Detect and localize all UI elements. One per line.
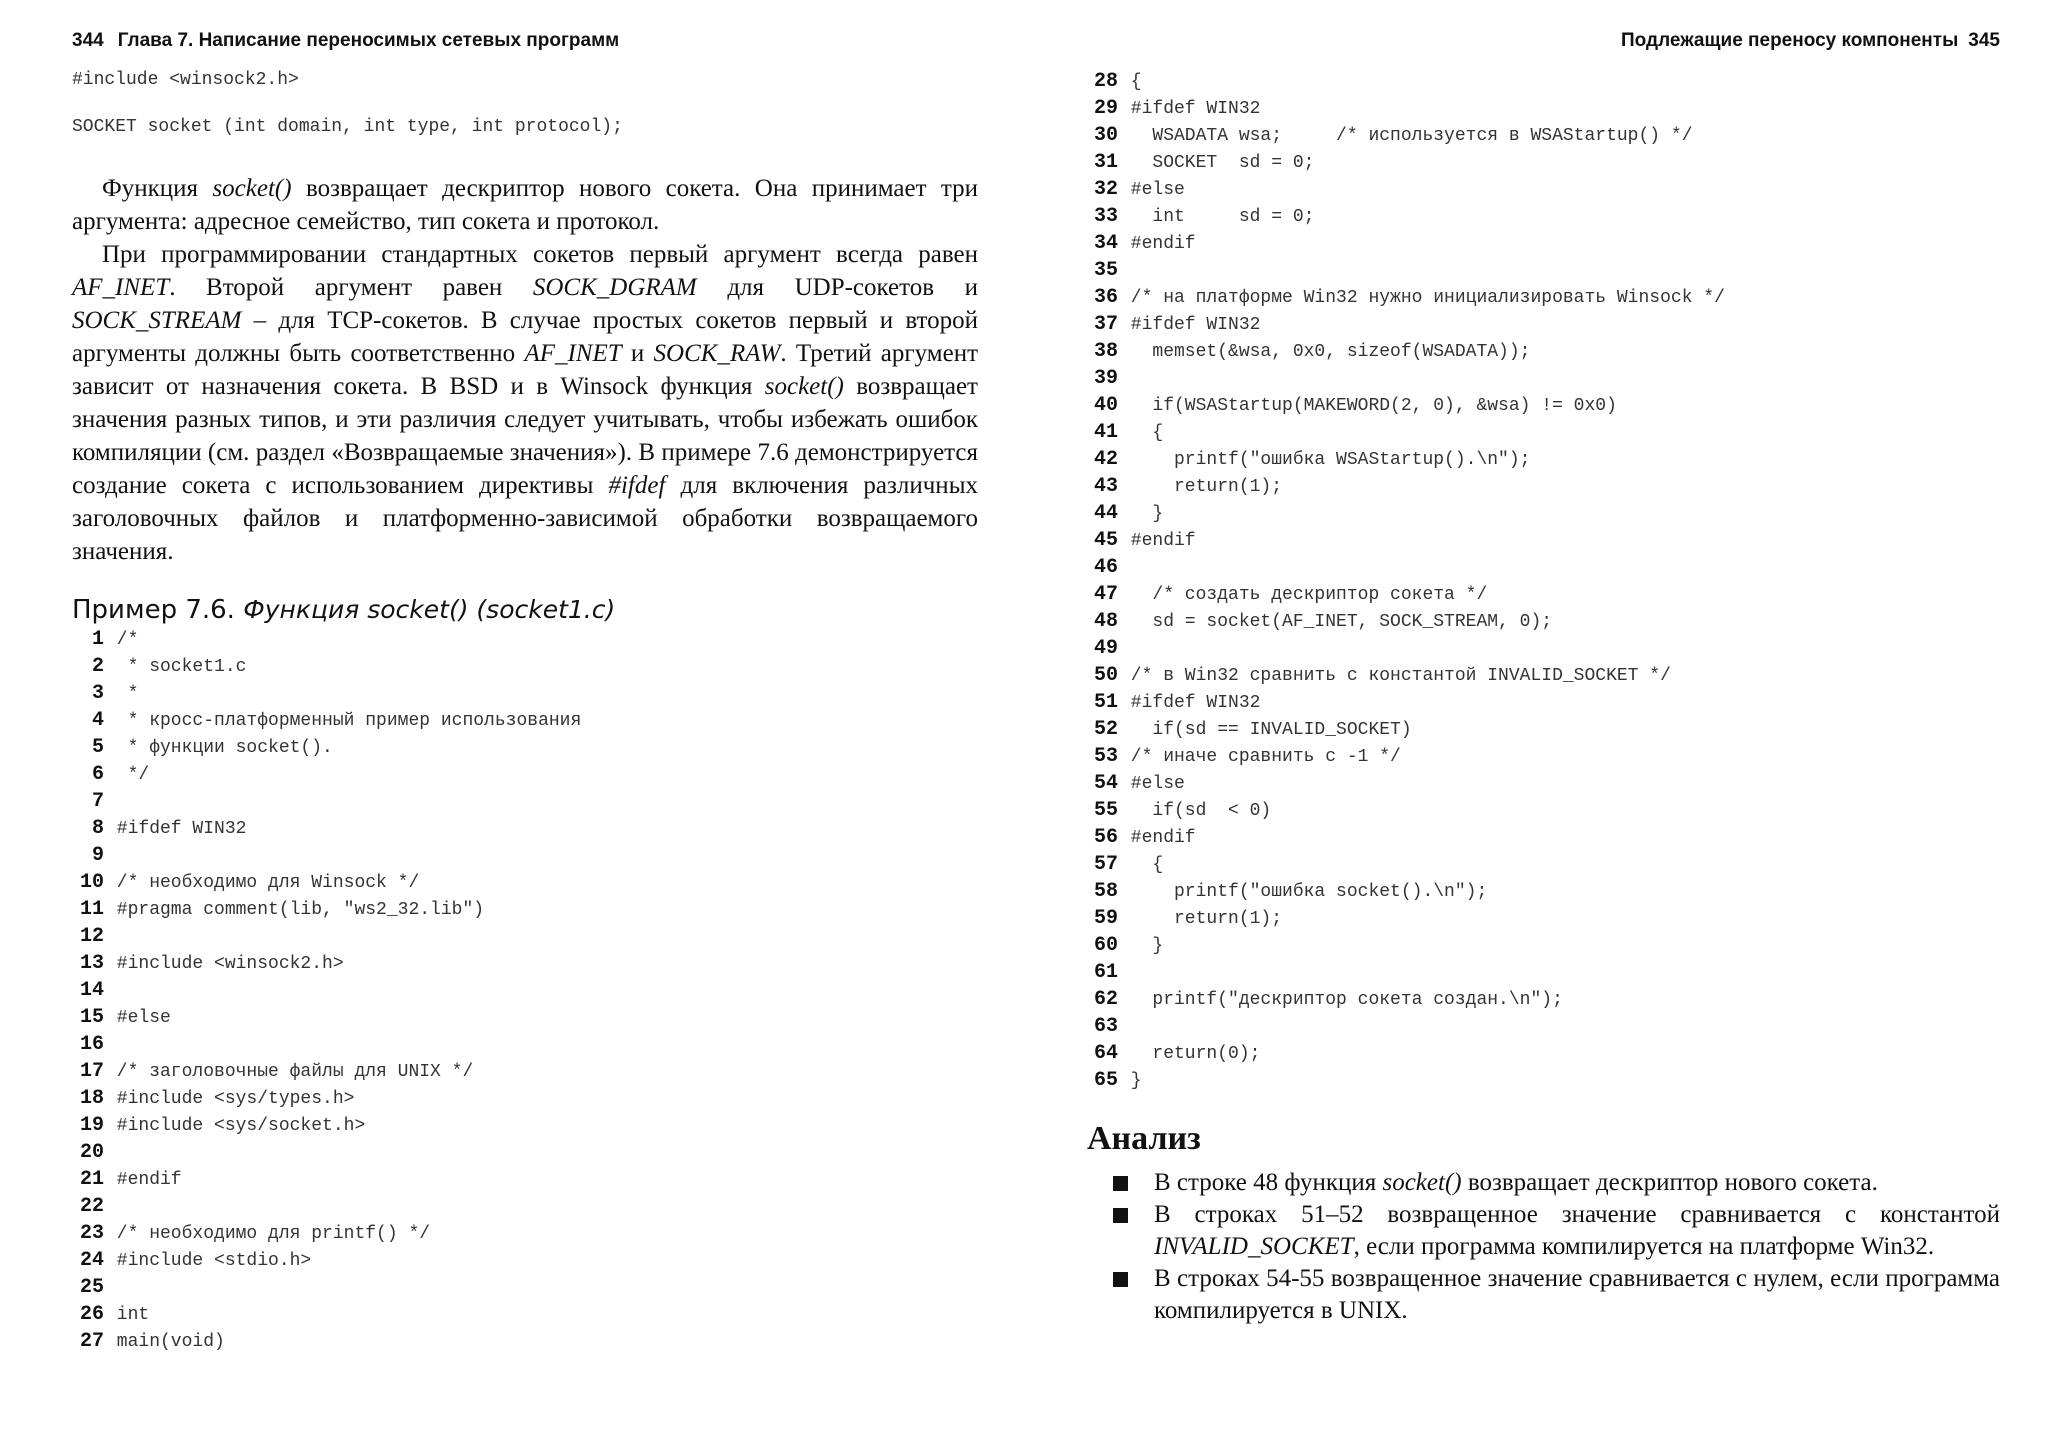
code-text: } bbox=[1120, 1071, 1142, 1091]
code-text bbox=[1120, 639, 1131, 659]
line-number: 64 bbox=[1093, 1042, 1118, 1065]
code-text: printf("дескриптор сокета создан.\n"); bbox=[1120, 990, 1563, 1010]
code-line bbox=[1084, 313, 1725, 340]
code-text: /* в Win32 сравнить с константой INVALID_SOCKET */ bbox=[1120, 666, 1671, 686]
code-line bbox=[1084, 772, 1725, 799]
code-line bbox=[70, 1006, 581, 1033]
code-line bbox=[1084, 1042, 1725, 1069]
code-line bbox=[1084, 448, 1725, 475]
code-text: /* заголовочные файлы для UNIX */ bbox=[106, 1062, 474, 1082]
code-text: sd = socket(AF_INET, SOCK_STREAM, 0); bbox=[1120, 612, 1553, 632]
code-text: main(void) bbox=[106, 1332, 225, 1352]
line-number: 53 bbox=[1093, 745, 1118, 768]
code-text bbox=[106, 981, 117, 1001]
italic-term: INVALID_SOCKET bbox=[1154, 1233, 1354, 1260]
code-line bbox=[70, 682, 581, 709]
right-running-header bbox=[1621, 30, 2000, 52]
code-line bbox=[1084, 286, 1725, 313]
italic-term: SOCK_RAW bbox=[653, 340, 781, 367]
code-line bbox=[1084, 988, 1725, 1015]
line-number: 31 bbox=[1093, 151, 1118, 174]
code-line bbox=[1084, 259, 1725, 286]
code-text: #endif bbox=[1120, 828, 1196, 848]
line-number: 9 bbox=[91, 844, 104, 867]
line-number: 5 bbox=[91, 736, 104, 759]
paragraph-1: Функция socket() возвращает дескриптор нового сокета. Она принимает три аргумента: адресное семейство, тип сокета и протокол. bbox=[72, 175, 978, 235]
line-number: 35 bbox=[1093, 259, 1118, 282]
line-number: 48 bbox=[1093, 610, 1118, 633]
line-number: 33 bbox=[1093, 205, 1118, 228]
code-text bbox=[1120, 558, 1131, 578]
code-line bbox=[1084, 826, 1725, 853]
line-number: 26 bbox=[79, 1303, 104, 1326]
line-number: 54 bbox=[1093, 772, 1118, 795]
code-line bbox=[70, 709, 581, 736]
line-number: 27 bbox=[79, 1330, 104, 1353]
code-text: #ifdef WIN32 bbox=[1120, 315, 1261, 335]
code-line bbox=[1084, 1015, 1725, 1042]
line-number: 49 bbox=[1093, 637, 1118, 660]
line-number: 38 bbox=[1093, 340, 1118, 363]
code-line bbox=[70, 1249, 581, 1276]
line-number: 25 bbox=[79, 1276, 104, 1299]
code-line bbox=[1084, 70, 1725, 97]
line-number: 59 bbox=[1093, 907, 1118, 930]
code-line bbox=[1084, 880, 1725, 907]
code-text: SOCKET sd = 0; bbox=[1120, 153, 1315, 173]
code-line bbox=[1084, 205, 1725, 232]
code-line bbox=[70, 817, 581, 844]
example-title: Функция socket() (socket1.c) bbox=[243, 595, 616, 624]
italic-term: socket() bbox=[764, 373, 844, 400]
code-text: if(sd < 0) bbox=[1120, 801, 1272, 821]
paragraph-2: При программировании стандартных сокетов первый аргумент всегда равен AF_INET. Второй аргумент равен SOCK_DGRAM для UDP-сокетов и SOCK_STREAM – для TCP-сокетов. В случае простых сокетов первый и второй аргументы должны быть соответственно AF_INET и SOCK_RAW. Третий аргумент зависит от назначения сокета. В BSD и в Winsock функция socket() возвращает значения разных типов, и эти различия следует учитывать, чтобы избежать ошибок компиляции (см. раздел «Возвращаемые значения»). В примере 7.6 демонстрируется создание сокета с использованием директивы #ifdef для включения различных заголовочных файлов и платформенно-зависимой обработки возвращаемого значения. bbox=[72, 241, 978, 565]
code-line bbox=[1084, 853, 1725, 880]
italic-term: socket() bbox=[212, 175, 292, 202]
code-line bbox=[1084, 1069, 1725, 1096]
code-text: #include <stdio.h> bbox=[106, 1251, 312, 1271]
line-number: 16 bbox=[79, 1033, 104, 1056]
code-text: */ bbox=[106, 765, 150, 785]
code-text bbox=[106, 1278, 117, 1298]
line-number: 2 bbox=[91, 655, 104, 678]
code-text bbox=[106, 927, 117, 947]
code-text: if(WSAStartup(MAKEWORD(2, 0), &wsa) != 0x0) bbox=[1120, 396, 1617, 416]
line-number: 39 bbox=[1093, 367, 1118, 390]
line-number: 4 bbox=[91, 709, 104, 732]
code-line bbox=[1084, 556, 1725, 583]
italic-term: AF_INET bbox=[524, 340, 622, 367]
bullet-text: В строке 48 функция socket() возвращает дескриптор нового сокета. bbox=[1154, 1169, 1878, 1196]
code-text: #endif bbox=[1120, 234, 1196, 254]
code-line bbox=[1084, 664, 1725, 691]
code-listing-right bbox=[1084, 70, 1725, 1096]
code-line bbox=[1084, 124, 1725, 151]
code-line bbox=[1084, 151, 1725, 178]
code-text: int sd = 0; bbox=[1120, 207, 1315, 227]
italic-term: AF_INET bbox=[72, 274, 170, 301]
code-text: { bbox=[1120, 423, 1164, 443]
bullet-item bbox=[1110, 1263, 2000, 1327]
code-line bbox=[1084, 799, 1725, 826]
code-text: { bbox=[1120, 855, 1164, 875]
code-text: if(sd == INVALID_SOCKET) bbox=[1120, 720, 1412, 740]
bullet-square-icon bbox=[1113, 1176, 1128, 1191]
code-text: #include <sys/socket.h> bbox=[106, 1116, 366, 1136]
code-line bbox=[1084, 475, 1725, 502]
code-line bbox=[70, 925, 581, 952]
code-text: int bbox=[106, 1305, 150, 1325]
code-line bbox=[70, 1330, 581, 1357]
analysis-bullets bbox=[1110, 1167, 2000, 1327]
code-text: return(1); bbox=[1120, 477, 1283, 497]
code-text bbox=[1120, 369, 1131, 389]
code-line bbox=[1084, 502, 1725, 529]
bullet-square-icon bbox=[1113, 1208, 1128, 1223]
bullet-item bbox=[1110, 1167, 2000, 1199]
line-number: 37 bbox=[1093, 313, 1118, 336]
code-line bbox=[70, 1033, 581, 1060]
line-number: 44 bbox=[1093, 502, 1118, 525]
line-number: 56 bbox=[1093, 826, 1118, 849]
line-number: 12 bbox=[79, 925, 104, 948]
code-line bbox=[1084, 691, 1725, 718]
code-line bbox=[1084, 961, 1725, 988]
line-number: 65 bbox=[1093, 1069, 1118, 1092]
line-number: 55 bbox=[1093, 799, 1118, 822]
code-line bbox=[70, 655, 581, 682]
bullet-square-icon bbox=[1113, 1272, 1128, 1287]
code-line bbox=[1084, 178, 1725, 205]
code-text: return(1); bbox=[1120, 909, 1283, 929]
code-text: #else bbox=[1120, 180, 1185, 200]
line-number: 18 bbox=[79, 1087, 104, 1110]
code-text: /* на платформе Win32 нужно инициализировать Winsock */ bbox=[1120, 288, 1725, 308]
code-line bbox=[70, 790, 581, 817]
bullet-text: В строках 51–52 возвращенное значение сравнивается с константой INVALID_SOCKET, если программа компилируется на платформе Win32. bbox=[1154, 1201, 2000, 1260]
line-number: 30 bbox=[1093, 124, 1118, 147]
line-number: 8 bbox=[91, 817, 104, 840]
code-text: * функции socket(). bbox=[106, 738, 333, 758]
line-number: 15 bbox=[79, 1006, 104, 1029]
code-line bbox=[70, 1195, 581, 1222]
italic-term: SOCK_STREAM bbox=[72, 307, 242, 334]
code-line bbox=[1084, 934, 1725, 961]
code-line bbox=[70, 1276, 581, 1303]
code-line bbox=[70, 1060, 581, 1087]
code-text bbox=[1120, 1017, 1131, 1037]
code-line bbox=[1084, 340, 1725, 367]
code-line bbox=[1084, 232, 1725, 259]
code-text: * socket1.c bbox=[106, 657, 247, 677]
line-number: 36 bbox=[1093, 286, 1118, 309]
code-text: /* необходимо для Winsock */ bbox=[106, 873, 420, 893]
code-text bbox=[106, 1035, 117, 1055]
code-text: #ifdef WIN32 bbox=[106, 819, 247, 839]
code-text: memset(&wsa, 0x0, sizeof(WSADATA)); bbox=[1120, 342, 1531, 362]
line-number: 40 bbox=[1093, 394, 1118, 417]
preface-include: #include <winsock2.h> bbox=[72, 70, 299, 90]
code-line bbox=[70, 628, 581, 655]
line-number: 13 bbox=[79, 952, 104, 975]
line-number: 41 bbox=[1093, 421, 1118, 444]
line-number: 11 bbox=[79, 898, 104, 921]
code-text: #endif bbox=[106, 1170, 182, 1190]
code-line bbox=[70, 844, 581, 871]
code-line bbox=[1084, 529, 1725, 556]
code-line bbox=[70, 979, 581, 1006]
right-page-number: 345 bbox=[1968, 30, 2000, 51]
code-text: #endif bbox=[1120, 531, 1196, 551]
line-number: 34 bbox=[1093, 232, 1118, 255]
line-number: 62 bbox=[1093, 988, 1118, 1011]
code-line bbox=[70, 1087, 581, 1114]
example-label: Пример 7.6. bbox=[72, 595, 235, 625]
code-line bbox=[1084, 610, 1725, 637]
line-number: 57 bbox=[1093, 853, 1118, 876]
line-number: 7 bbox=[91, 790, 104, 813]
code-text: * кросс-платформенный пример использования bbox=[106, 711, 582, 731]
code-text: #include <sys/types.h> bbox=[106, 1089, 355, 1109]
line-number: 6 bbox=[91, 763, 104, 786]
left-page-number: 344 bbox=[72, 30, 104, 51]
code-text: } bbox=[1120, 504, 1164, 524]
code-text: } bbox=[1120, 936, 1164, 956]
right-running-head: Подлежащие переносу компоненты bbox=[1621, 30, 1959, 51]
code-text bbox=[1120, 261, 1131, 281]
italic-term: socket() bbox=[1382, 1169, 1462, 1196]
code-line bbox=[70, 736, 581, 763]
code-text: * bbox=[106, 684, 139, 704]
code-text: #pragma comment(lib, "ws2_32.lib") bbox=[106, 900, 485, 920]
code-line bbox=[70, 952, 581, 979]
line-number: 46 bbox=[1093, 556, 1118, 579]
left-running-header bbox=[72, 30, 619, 52]
line-number: 24 bbox=[79, 1249, 104, 1272]
line-number: 19 bbox=[79, 1114, 104, 1137]
code-text: printf("ошибка socket().\n"); bbox=[1120, 882, 1488, 902]
code-line bbox=[70, 1141, 581, 1168]
line-number: 28 bbox=[1093, 70, 1118, 93]
code-line bbox=[70, 898, 581, 925]
code-text: #include <winsock2.h> bbox=[106, 954, 344, 974]
line-number: 14 bbox=[79, 979, 104, 1002]
line-number: 61 bbox=[1093, 961, 1118, 984]
code-text bbox=[106, 846, 117, 866]
code-text: /* иначе сравнить с -1 */ bbox=[1120, 747, 1401, 767]
code-line bbox=[70, 763, 581, 790]
code-line bbox=[1084, 718, 1725, 745]
line-number: 1 bbox=[91, 628, 104, 651]
code-text: /* создать дескриптор сокета */ bbox=[1120, 585, 1488, 605]
line-number: 20 bbox=[79, 1141, 104, 1164]
example-caption bbox=[72, 595, 615, 625]
code-line bbox=[1084, 97, 1725, 124]
code-text bbox=[1120, 963, 1131, 983]
line-number: 63 bbox=[1093, 1015, 1118, 1038]
line-number: 50 bbox=[1093, 664, 1118, 687]
italic-term: SOCK_DGRAM bbox=[532, 274, 697, 301]
code-text: return(0); bbox=[1120, 1044, 1261, 1064]
line-number: 23 bbox=[79, 1222, 104, 1245]
code-line bbox=[1084, 421, 1725, 448]
code-line bbox=[70, 1222, 581, 1249]
code-text: /* необходимо для printf() */ bbox=[106, 1224, 431, 1244]
line-number: 51 bbox=[1093, 691, 1118, 714]
code-text: #ifdef WIN32 bbox=[1120, 693, 1261, 713]
code-line bbox=[70, 1303, 581, 1330]
bullet-text: В строках 54-55 возвращенное значение сравнивается с нулем, если программа компилируется в UNIX. bbox=[1154, 1265, 2000, 1324]
code-text: #ifdef WIN32 bbox=[1120, 99, 1261, 119]
code-line bbox=[70, 1114, 581, 1141]
line-number: 45 bbox=[1093, 529, 1118, 552]
code-text: #else bbox=[1120, 774, 1185, 794]
line-number: 47 bbox=[1093, 583, 1118, 606]
preface-prototype: SOCKET socket (int domain, int type, int protocol); bbox=[72, 117, 623, 137]
left-running-head: Глава 7. Написание переносимых сетевых программ bbox=[117, 30, 620, 51]
line-number: 42 bbox=[1093, 448, 1118, 471]
line-number: 58 bbox=[1093, 880, 1118, 903]
italic-term: #ifdef bbox=[608, 472, 666, 499]
code-line bbox=[1084, 637, 1725, 664]
line-number: 10 bbox=[79, 871, 104, 894]
code-line bbox=[1084, 907, 1725, 934]
line-number: 17 bbox=[79, 1060, 104, 1083]
code-listing-left bbox=[70, 628, 581, 1357]
code-line bbox=[70, 1168, 581, 1195]
code-text: #else bbox=[106, 1008, 171, 1028]
line-number: 3 bbox=[91, 682, 104, 705]
code-line bbox=[1084, 394, 1725, 421]
line-number: 29 bbox=[1093, 97, 1118, 120]
line-number: 60 bbox=[1093, 934, 1118, 957]
code-text bbox=[106, 1143, 117, 1163]
section-title: Анализ bbox=[1087, 1120, 1201, 1157]
body-text bbox=[72, 172, 978, 568]
code-text bbox=[106, 1197, 117, 1217]
code-text: { bbox=[1120, 72, 1142, 92]
line-number: 32 bbox=[1093, 178, 1118, 201]
code-line bbox=[1084, 583, 1725, 610]
line-number: 22 bbox=[79, 1195, 104, 1218]
bullet-item bbox=[1110, 1199, 2000, 1263]
code-text: printf("ошибка WSAStartup().\n"); bbox=[1120, 450, 1531, 470]
line-number: 52 bbox=[1093, 718, 1118, 741]
code-line bbox=[1084, 367, 1725, 394]
line-number: 21 bbox=[79, 1168, 104, 1191]
code-text: /* bbox=[106, 630, 139, 650]
code-text: WSADATA wsa; /* используется в WSAStartup() */ bbox=[1120, 126, 1693, 146]
code-text bbox=[106, 792, 117, 812]
code-line bbox=[70, 871, 581, 898]
code-line bbox=[1084, 745, 1725, 772]
line-number: 43 bbox=[1093, 475, 1118, 498]
